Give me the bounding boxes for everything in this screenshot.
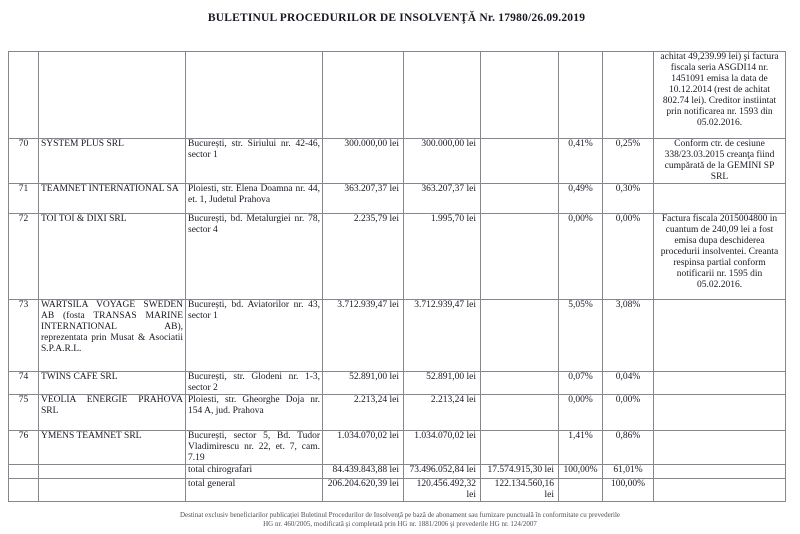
pct-total: 100,00% <box>603 479 654 502</box>
creditor-name: YMENS TEAMNET SRL <box>39 431 186 465</box>
amount-admitted: 3.712.939,47 lei <box>404 300 481 372</box>
creditor-name <box>39 52 186 139</box>
table-row <box>9 214 786 300</box>
table-row <box>9 300 786 372</box>
pct-group: 5,05% <box>559 300 603 372</box>
creditor-address: București, sector 5, Bd. Tudor Vladimirescu nr. 22, et. 7, cam. 7.19 <box>186 431 323 465</box>
amount-admitted: 73.496.052,84 lei <box>404 465 481 479</box>
table-row <box>9 372 786 395</box>
observations <box>654 431 786 465</box>
row-number: 76 <box>9 431 39 465</box>
pct-group <box>559 52 603 139</box>
observations <box>654 465 786 479</box>
creditor-name: TEAMNET INTERNATIONAL SA <box>39 184 186 214</box>
footer-line-2: HG nr. 460/2005, modificată şi completată prin HG nr. 1881/2006 şi prevederile HG nr. 124/2007 <box>263 520 537 528</box>
table-row <box>9 395 786 431</box>
creditors-table <box>8 51 786 502</box>
row-number: 74 <box>9 372 39 395</box>
observations: Factura fiscala 2015004800 in cuantum de 240,09 lei a fost emisa dupa deschiderea procedurii insolventei. Creanta respinsa partial conform notificarii nr. 1595 din 05.02.2016. <box>654 214 786 300</box>
amount-admitted: 52.891,00 lei <box>404 372 481 395</box>
creditor-address <box>186 52 323 139</box>
footer-line-1: Destinat exclusiv beneficiarilor publicaţiei Buletinul Procedurilor de Insolvenţă pe bază de abonament sau furnizare punctuală în conformitate cu prevederile <box>179 511 621 519</box>
pct-group: 0,00% <box>559 395 603 431</box>
amount-claimed: 363.207,37 lei <box>323 184 404 214</box>
creditor-address: București, bd. Metalurgiei nr. 78, sector 4 <box>186 214 323 300</box>
table-row <box>9 184 786 214</box>
row-number: 70 <box>9 139 39 184</box>
pct-group: 0,49% <box>559 184 603 214</box>
amount-claimed <box>323 52 404 139</box>
amount-other <box>481 52 559 139</box>
pct-total: 0,86% <box>603 431 654 465</box>
amount-other <box>481 372 559 395</box>
amount-claimed: 300.000,00 lei <box>323 139 404 184</box>
table-row <box>9 139 786 184</box>
amount-other <box>481 139 559 184</box>
row-number: 73 <box>9 300 39 372</box>
observations <box>654 184 786 214</box>
pct-total: 0,00% <box>603 214 654 300</box>
amount-admitted: 300.000,00 lei <box>404 139 481 184</box>
observations <box>654 395 786 431</box>
amount-other: 122.134.560,16 lei <box>481 479 559 502</box>
creditor-name: WARTSILA VOYAGE SWEDEN AB (fosta TRANSAS MARINE INTERNATIONAL AB), reprezentata prin Musat & Asociatii S.P.A.R.L. <box>39 300 186 372</box>
pct-total: 3,08% <box>603 300 654 372</box>
row-number <box>9 465 39 479</box>
creditor-name: SYSTEM PLUS SRL <box>39 139 186 184</box>
page-footer <box>0 511 800 529</box>
table-row <box>9 431 786 465</box>
amount-admitted: 1.034.070,02 lei <box>404 431 481 465</box>
page-title: BULETINUL PROCEDURILOR DE INSOLVENŢĂ Nr. 17980/26.09.2019 <box>207 12 586 24</box>
amount-admitted <box>404 52 481 139</box>
creditor-name <box>39 479 186 502</box>
creditor-address: București, str. Glodeni nr. 1-3, sector 2 <box>186 372 323 395</box>
amount-claimed: 84.439.843,88 lei <box>323 465 404 479</box>
pct-total: 0,25% <box>603 139 654 184</box>
observations <box>654 479 786 502</box>
amount-other <box>481 395 559 431</box>
row-number: 72 <box>9 214 39 300</box>
amount-claimed: 206.204.620,39 lei <box>323 479 404 502</box>
creditor-address: Ploiesti, str. Elena Doamna nr. 44, et. 1, Judetul Prahova <box>186 184 323 214</box>
row-number <box>9 479 39 502</box>
pct-total: 0,30% <box>603 184 654 214</box>
pct-group: 1,41% <box>559 431 603 465</box>
pct-group: 0,07% <box>559 372 603 395</box>
creditor-address: Ploiesti, str. Gheorghe Doja nr. 154 A, jud. Prahova <box>186 395 323 431</box>
amount-other <box>481 300 559 372</box>
pct-total: 0,04% <box>603 372 654 395</box>
total-label: total general <box>186 479 323 502</box>
table-row-total-chirografari <box>9 465 786 479</box>
amount-other <box>481 431 559 465</box>
pct-group: 0,41% <box>559 139 603 184</box>
row-number: 75 <box>9 395 39 431</box>
creditor-name: TOI TOI & DIXI SRL <box>39 214 186 300</box>
pct-total: 61,01% <box>603 465 654 479</box>
amount-claimed: 2.213,24 lei <box>323 395 404 431</box>
amount-claimed: 3.712.939,47 lei <box>323 300 404 372</box>
amount-claimed: 52.891,00 lei <box>323 372 404 395</box>
pct-total: 0,00% <box>603 395 654 431</box>
pct-group: 0,00% <box>559 214 603 300</box>
creditor-name: TWINS CAFE SRL <box>39 372 186 395</box>
creditor-address: București, bd. Aviatorilor nr. 43, sector 1 <box>186 300 323 372</box>
observations <box>654 300 786 372</box>
table-row-carryover <box>9 52 786 139</box>
row-number <box>9 52 39 139</box>
amount-other <box>481 214 559 300</box>
pct-total <box>603 52 654 139</box>
amount-claimed: 2.235,79 lei <box>323 214 404 300</box>
observations: achitat 49,239.99 lei) şi factura fiscala seria ASGDI14 nr. 1451091 emisa la data de 10.12.2014 (rest de achitat 802.74 lei). Creditor instiintat prin notificarea nr. 1593 din 05.02.2016. <box>654 52 786 139</box>
amount-admitted: 1.995,70 lei <box>404 214 481 300</box>
creditor-name: VEOLIA ENERGIE PRAHOVA SRL <box>39 395 186 431</box>
amount-other: 17.574.915,30 lei <box>481 465 559 479</box>
amount-admitted: 363.207,37 lei <box>404 184 481 214</box>
amount-admitted: 2.213,24 lei <box>404 395 481 431</box>
pct-group <box>559 479 603 502</box>
total-label: total chirografari <box>186 465 323 479</box>
creditor-name <box>39 465 186 479</box>
table-row-total-general <box>9 479 786 502</box>
creditor-address: București, str. Siriului nr. 42-46, sector 1 <box>186 139 323 184</box>
observations: Conform ctr. de cesiune 338/23.03.2015 creanţa fiind cumpărată de la GEMINI SP SRL <box>654 139 786 184</box>
pct-group: 100,00% <box>559 465 603 479</box>
row-number: 71 <box>9 184 39 214</box>
observations <box>654 372 786 395</box>
amount-admitted: 120.456.492,32 lei <box>404 479 481 502</box>
amount-claimed: 1.034.070,02 lei <box>323 431 404 465</box>
amount-other <box>481 184 559 214</box>
